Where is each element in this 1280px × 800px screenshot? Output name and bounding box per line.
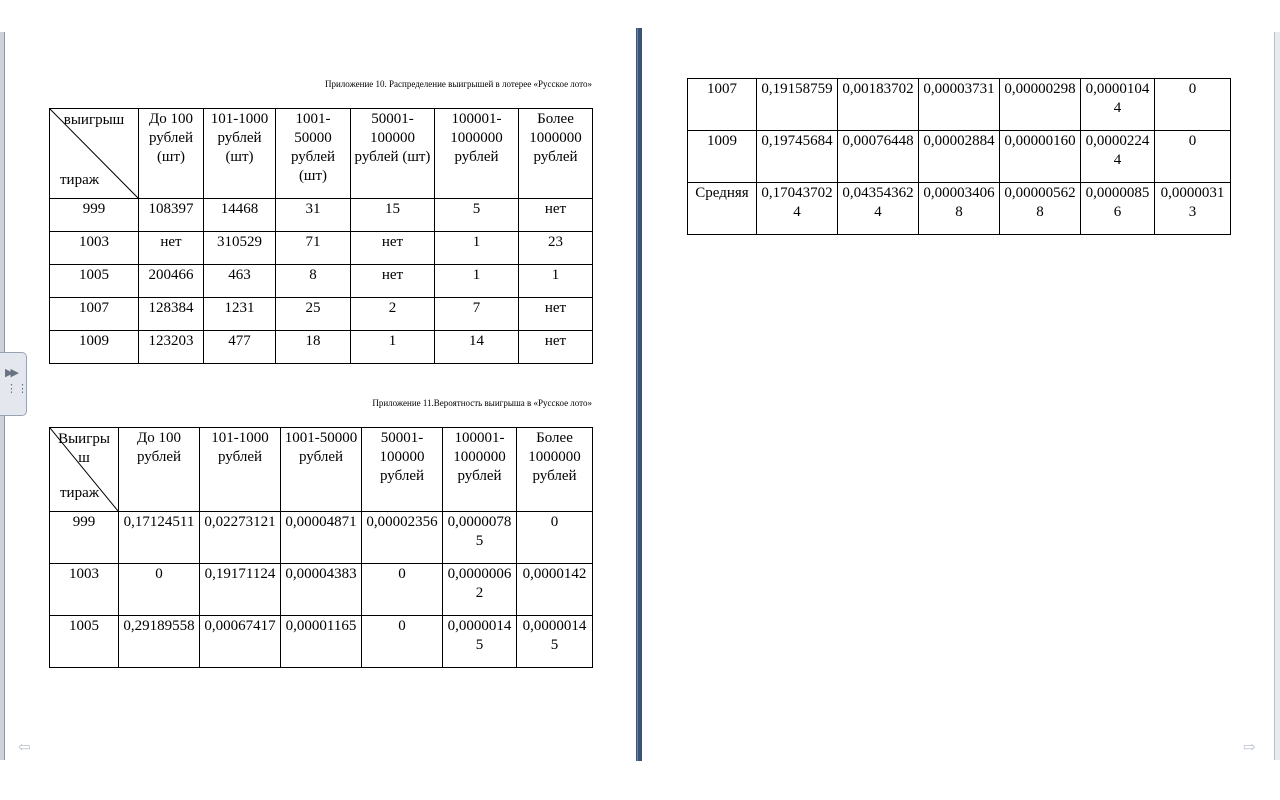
- table-cell: нет: [519, 199, 593, 232]
- table11-continued: [687, 78, 1231, 235]
- table-cell: 0,29189558: [119, 616, 200, 668]
- table11: [49, 427, 593, 668]
- table10-header: До 100 рублей (шт): [139, 109, 204, 199]
- table-cell: 0,02273121: [200, 512, 281, 564]
- table-cell: 0,19158759: [757, 79, 838, 131]
- table-cell: 1007: [688, 79, 757, 131]
- table-cell: 2: [351, 298, 435, 331]
- table-cell: 0,00002356: [362, 512, 443, 564]
- table-cell: 0,00000145: [517, 616, 593, 668]
- table-cell: 1009: [50, 331, 139, 364]
- grip-dots-icon: ⋮⋮: [6, 383, 28, 395]
- table-cell: 1003: [50, 564, 119, 616]
- table-cell: 310529: [204, 232, 276, 265]
- table-cell: 1: [435, 232, 519, 265]
- table-cell: 0,00001044: [1081, 79, 1155, 131]
- table-cell: 0: [1155, 79, 1231, 131]
- table-cell: 1005: [50, 265, 139, 298]
- table-cell: 0,000034068: [919, 183, 1000, 235]
- table-cell: 0: [362, 616, 443, 668]
- table-cell: 463: [204, 265, 276, 298]
- table-row: [688, 131, 1231, 183]
- table-cell: 999: [50, 199, 139, 232]
- table11-header: 50001-100000 рублей: [362, 428, 443, 512]
- table-cell: 0,00000785: [443, 512, 517, 564]
- table-row: [50, 564, 593, 616]
- table10-caption: Приложение 10. Распределение выигрышей в лотерее «Русское лото»: [324, 79, 592, 89]
- table-cell: 0,00000313: [1155, 183, 1231, 235]
- table10: [49, 108, 593, 364]
- table-cell: 1009: [688, 131, 757, 183]
- table-cell: 0,00000145: [443, 616, 517, 668]
- table-cell: 15: [351, 199, 435, 232]
- table-cell: 0,00000160: [1000, 131, 1081, 183]
- table-cell: 0,170437024: [757, 183, 838, 235]
- table-cell: нет: [519, 331, 593, 364]
- table10-corner-cell: [50, 109, 139, 199]
- table-cell: 0: [362, 564, 443, 616]
- table-row: [50, 265, 593, 298]
- table-cell: 0,00002244: [1081, 131, 1155, 183]
- table11-corner-top: Выигрыш: [58, 431, 110, 466]
- table10-corner-top: выигрыш: [63, 112, 125, 128]
- table-cell: 1: [435, 265, 519, 298]
- table-cell: нет: [139, 232, 204, 265]
- table10-header: 1001-50000 рублей (шт): [276, 109, 351, 199]
- table-row: [50, 298, 593, 331]
- table11-corner-cell: [50, 428, 119, 512]
- table-cell: 0,00183702: [838, 79, 919, 131]
- table11-header: 100001-1000000 рублей: [443, 428, 517, 512]
- table10-header: 50001-100000 рублей (шт): [351, 109, 435, 199]
- table-cell: Средняя: [688, 183, 757, 235]
- table-row: [688, 183, 1231, 235]
- side-panel-toggle[interactable]: [0, 352, 27, 416]
- table-cell: 0,00003731: [919, 79, 1000, 131]
- table-cell: 108397: [139, 199, 204, 232]
- table-row: [50, 512, 593, 564]
- table-cell: 14468: [204, 199, 276, 232]
- table-cell: 1005: [50, 616, 119, 668]
- table-cell: 23: [519, 232, 593, 265]
- table-cell: 0,0000142: [517, 564, 593, 616]
- table-cell: 0,00000298: [1000, 79, 1081, 131]
- table-cell: 477: [204, 331, 276, 364]
- table-row: [688, 79, 1231, 131]
- table-cell: 200466: [139, 265, 204, 298]
- table-cell: 0,19171124: [200, 564, 281, 616]
- table-cell: 0,00001165: [281, 616, 362, 668]
- table-cell: 0,00000062: [443, 564, 517, 616]
- table-cell: 0,00076448: [838, 131, 919, 183]
- table11-caption: Приложение 11.Вероятность выигрыша в «Русское лото»: [372, 398, 592, 408]
- table-cell: 1007: [50, 298, 139, 331]
- table-cell: 71: [276, 232, 351, 265]
- table-cell: 0,000005628: [1000, 183, 1081, 235]
- viewer-right-edge: [1274, 32, 1280, 760]
- right-arrow-icon: ⇨: [1243, 740, 1256, 756]
- table-cell: 1: [519, 265, 593, 298]
- table-cell: нет: [351, 265, 435, 298]
- table-cell: 7: [435, 298, 519, 331]
- table-cell: 0,17124511: [119, 512, 200, 564]
- table-cell: 0,00067417: [200, 616, 281, 668]
- table-cell: 5: [435, 199, 519, 232]
- next-page-button[interactable]: [1243, 738, 1256, 757]
- table-cell: 18: [276, 331, 351, 364]
- table-cell: 8: [276, 265, 351, 298]
- table11-header-row: [50, 428, 593, 512]
- table-cell: 0,043543624: [838, 183, 919, 235]
- table-cell: 128384: [139, 298, 204, 331]
- table10-corner-bottom: тираж: [60, 172, 100, 188]
- table-cell: 999: [50, 512, 119, 564]
- table-cell: 1231: [204, 298, 276, 331]
- table-cell: 0,00004871: [281, 512, 362, 564]
- table-cell: 1: [351, 331, 435, 364]
- table11-header: До 100 рублей: [119, 428, 200, 512]
- table-cell: 0,00002884: [919, 131, 1000, 183]
- table-row: [50, 616, 593, 668]
- table11-header: 1001-50000 рублей: [281, 428, 362, 512]
- table-cell: 0: [517, 512, 593, 564]
- table-cell: нет: [519, 298, 593, 331]
- table-cell: 0: [119, 564, 200, 616]
- table-cell: 25: [276, 298, 351, 331]
- table-row: [50, 232, 593, 265]
- table-cell: 14: [435, 331, 519, 364]
- prev-page-button[interactable]: [18, 738, 31, 757]
- table-cell: 0,00000856: [1081, 183, 1155, 235]
- table10-header: 101-1000 рублей (шт): [204, 109, 276, 199]
- table10-header: Более 1000000 рублей: [519, 109, 593, 199]
- table-cell: 0,19745684: [757, 131, 838, 183]
- table11-header: Более 1000000 рублей: [517, 428, 593, 512]
- left-arrow-icon: ⇦: [18, 740, 31, 756]
- table11-header: 101-1000 рублей: [200, 428, 281, 512]
- table-cell: 1003: [50, 232, 139, 265]
- table-cell: 0: [1155, 131, 1231, 183]
- double-chevron-right-icon: ▶▶: [5, 367, 16, 379]
- table-row: [50, 199, 593, 232]
- table-cell: 31: [276, 199, 351, 232]
- table-cell: 0,00004383: [281, 564, 362, 616]
- table10-header: 100001-1000000 рублей: [435, 109, 519, 199]
- table10-header-row: [50, 109, 593, 199]
- table-cell: 123203: [139, 331, 204, 364]
- table11-corner-bottom: тираж: [60, 485, 100, 501]
- table-row: [50, 331, 593, 364]
- table-cell: нет: [351, 232, 435, 265]
